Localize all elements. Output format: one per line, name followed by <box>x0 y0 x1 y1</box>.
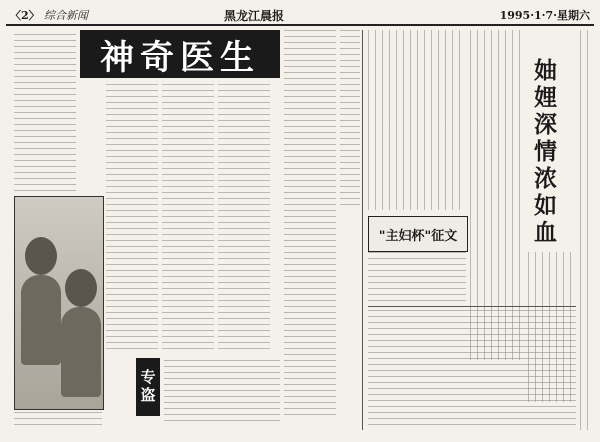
photo-caption-text <box>14 412 102 426</box>
column-divider <box>362 30 363 430</box>
feature-intro-text-block <box>14 34 76 192</box>
feature-column-4 <box>284 30 336 420</box>
contest-title: "主妇杯"征文 <box>368 216 468 252</box>
bottom-story-text <box>164 360 280 422</box>
essay-bottom-text <box>368 310 576 430</box>
feature-column-3 <box>218 84 270 352</box>
issue-date: 1995·1·7·星期六 <box>499 9 590 22</box>
contest-sponsor-text <box>368 252 466 302</box>
feature-column-5 <box>340 30 360 210</box>
page-header <box>6 4 594 24</box>
header-rule <box>6 24 594 26</box>
feature-headline: 神奇医生 <box>80 30 280 78</box>
page-number: 〈2〉 <box>10 9 40 22</box>
essay-headline: 妯娌深情浓如血 <box>530 57 557 247</box>
feature-column-2 <box>162 84 214 352</box>
section-name: 综合新闻 <box>44 9 88 22</box>
feature-column-1 <box>106 84 158 352</box>
essay-text-upper <box>368 30 466 210</box>
doctor-photo <box>14 196 104 410</box>
bottom-story-tag: 专盗 <box>136 358 160 416</box>
newspaper-masthead: 黑龙江晨报 <box>224 9 285 23</box>
margin-strip-text <box>580 30 594 430</box>
essay-divider <box>368 306 576 307</box>
